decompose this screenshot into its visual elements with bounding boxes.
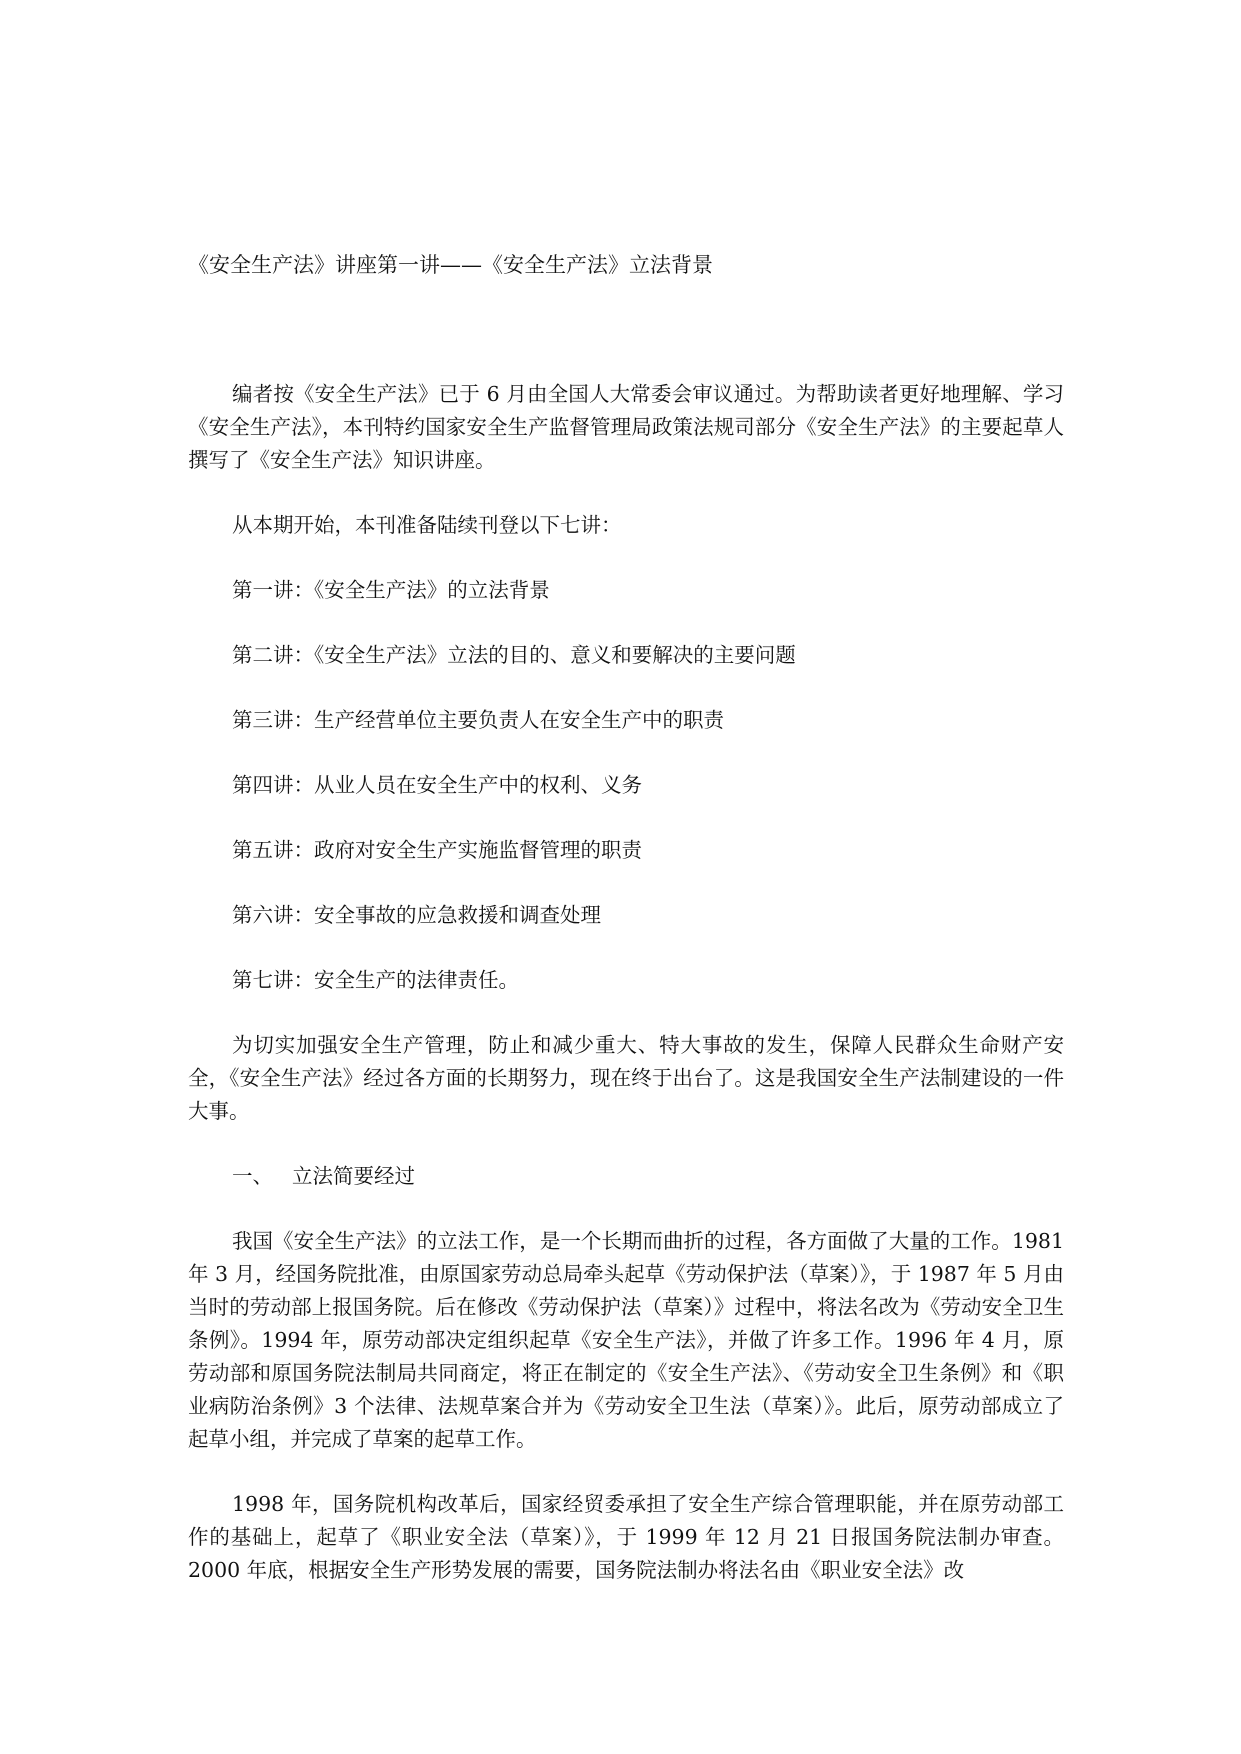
lecture-item: 第五讲：政府对安全生产实施监督管理的职责: [232, 838, 642, 862]
intro-paragraph: 为切实加强安全生产管理，防止和减少重大、特大事故的发生，保障人民群众生命财产安全，《安全生产法》经过各方面的长期努力，现在终于出台了。这是我国安全生产法制建设的一件大事。: [188, 1033, 1064, 1123]
section-title: 立法简要经过: [292, 1164, 415, 1188]
lecture-item: 第七讲：安全生产的法律责任。: [232, 968, 519, 992]
history-paragraph: 我国《安全生产法》的立法工作，是一个长期而曲折的过程，各方面做了大量的工作。1981 年 3 月，经国务院批准，由原国家劳动总局牵头起草《劳动保护法（草案）》，于 1987 年 5 月由当时的劳动部上报国务院。后在修改《劳动保护法（草案）》过程中，将法名改为《劳动安全卫生条例》。1994 年，原劳动部决定组织起草《安全生产法》，并做了许多工作。1996 年 4 月，原劳动部和原国务院法制局共同商定，将正在制定的《安全生产法》、《劳动安全卫生条例》和《职业病防治条例》3 个法律、法规草案合并为《劳动安全卫生法（草案）》。此后，原劳动部成立了起草小组，并完成了草案的起草工作。: [188, 1229, 1064, 1451]
lecture-list: [188, 574, 1064, 997]
lecture-item: 第四讲：从业人员在安全生产中的权利、义务: [232, 773, 642, 797]
lecture-item: 第六讲：安全事故的应急救援和调查处理: [232, 903, 601, 927]
lecture-item: 第三讲：生产经营单位主要负责人在安全生产中的职责: [232, 708, 724, 732]
editor-note-paragraph: 编者按《安全生产法》已于 6 月由全国人大常委会审议通过。为帮助读者更好地理解、学习《安全生产法》，本刊特约国家安全生产监督管理局政策法规司部分《安全生产法》的主要起草人撰写了《安全生产法》知识讲座。: [188, 382, 1064, 472]
series-intro: 从本期开始，本刊准备陆续刊登以下七讲：: [232, 513, 622, 537]
document-body: [188, 378, 1064, 1619]
lecture-item: 第二讲：《安全生产法》立法的目的、意义和要解决的主要问题: [232, 643, 796, 667]
section-heading: [188, 1160, 1064, 1193]
section-number: 一、: [232, 1164, 273, 1188]
lecture-item: 第一讲：《安全生产法》的立法背景: [232, 578, 550, 602]
document-title: 《安全生产法》讲座第一讲——《安全生产法》立法背景: [188, 253, 713, 277]
history-paragraph: 1998 年，国务院机构改革后，国家经贸委承担了安全生产综合管理职能，并在原劳动部工作的基础上，起草了《职业安全法（草案）》，于 1999 年 12 月 21 日报国务院法制办审查。2000 年底，根据安全生产形势发展的需要，国务院法制办将法名由《职业安全法》改: [188, 1492, 1064, 1582]
